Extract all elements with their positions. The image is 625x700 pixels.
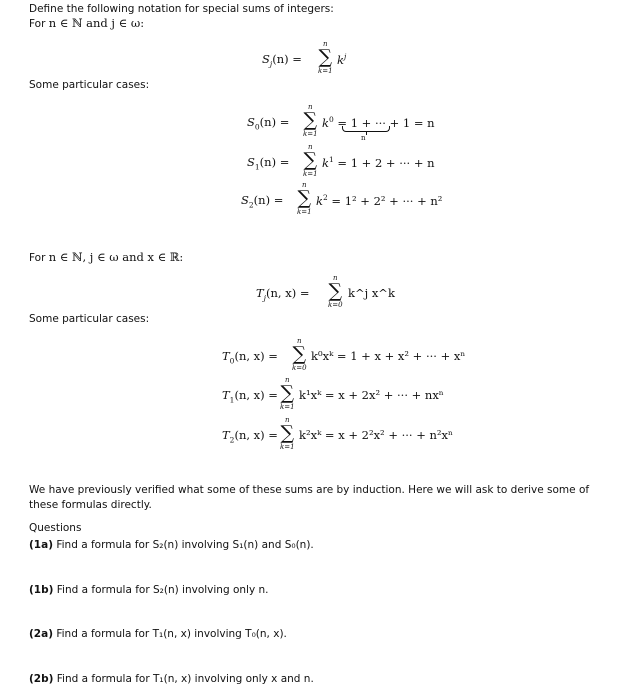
- tj-argument: (n, x) =: [266, 286, 310, 300]
- t1-upper-limit: n: [285, 376, 290, 384]
- t2-summand: k²xᵏ: [299, 428, 322, 442]
- s1-upper-limit: n: [308, 143, 313, 151]
- s2-rhs: [316, 193, 442, 208]
- s0-summation: n ∑ k=1: [303, 103, 318, 138]
- sj-definition-lhs: [262, 52, 302, 68]
- intro-line-2-condition: n ∈ ℕ and j ∈ ω:: [48, 16, 145, 30]
- s2-summand-base: k: [316, 193, 323, 208]
- intro-line-1: Define the following notation for special sums of integers:: [29, 3, 334, 15]
- t2-upper-limit: n: [285, 416, 290, 424]
- tj-upper-limit: n: [333, 274, 338, 282]
- sj-summand-base: k: [337, 52, 344, 67]
- s0-expansion: = 1 + ··· + 1 = n: [337, 115, 435, 130]
- cases-label-1: Some particular cases:: [29, 79, 150, 91]
- s1-subscript: 1: [254, 162, 260, 172]
- tj-summand: k^j x^k: [348, 286, 395, 300]
- s1-summand-exponent: 1: [328, 155, 334, 164]
- tj-definition-lhs: [256, 286, 309, 302]
- sj-subscript: j: [269, 59, 273, 69]
- t2-lower-limit: k=1: [280, 443, 295, 451]
- s0-lhs: [247, 115, 289, 131]
- s2-symbol: S: [241, 193, 249, 207]
- s0-upper-limit: n: [308, 103, 313, 111]
- intro-2-condition: n ∈ ℕ, j ∈ ω and x ∈ ℝ:: [48, 250, 184, 264]
- s2-expansion: = 1² + 2² + ··· + n²: [331, 193, 443, 208]
- t0-lhs: [222, 349, 278, 365]
- s0-brace-label: n: [361, 134, 366, 142]
- s0-symbol: S: [247, 115, 255, 129]
- t1-expansion: = x + 2x² + ··· + nxⁿ: [324, 388, 444, 402]
- sj-summation: n ∑ k=1: [318, 40, 333, 75]
- question-2a-number: (2a): [29, 628, 53, 640]
- question-2a: [29, 628, 287, 640]
- question-2b-text: Find a formula for T₁(n, x) involving only x and n.: [56, 673, 314, 685]
- s1-argument: (n) =: [259, 155, 290, 169]
- sj-lower-limit: k=1: [318, 67, 333, 75]
- t2-symbol: T: [222, 428, 230, 442]
- t1-lhs: [222, 388, 278, 404]
- t1-rhs: [299, 388, 444, 402]
- t2-subscript: 2: [229, 435, 235, 445]
- sj-argument: (n) =: [272, 52, 302, 66]
- tj-summation: n ∑ k=0: [328, 274, 343, 309]
- sj-summand-exponent: j: [343, 52, 347, 61]
- question-1a: [29, 539, 314, 551]
- t0-symbol: T: [222, 349, 230, 363]
- s0-summand-exponent: 0: [328, 115, 334, 124]
- s2-lower-limit: k=1: [297, 208, 312, 216]
- t0-upper-limit: n: [297, 337, 302, 345]
- t2-lhs: [222, 428, 278, 444]
- s1-expansion: = 1 + 2 + ··· + n: [337, 155, 435, 170]
- t0-lower-limit: k=0: [292, 364, 307, 372]
- question-2b-number: (2b): [29, 673, 54, 685]
- question-1b-text: Find a formula for S₂(n) involving only n.: [56, 584, 269, 596]
- t1-symbol: T: [222, 388, 230, 402]
- s0-summand-base: k: [322, 115, 329, 130]
- sj-symbol: S: [262, 52, 270, 66]
- s1-rhs: [322, 155, 435, 170]
- question-1a-number: (1a): [29, 539, 53, 551]
- question-2b: [29, 673, 314, 685]
- cases-label-2: Some particular cases:: [29, 313, 150, 325]
- s2-upper-limit: n: [302, 181, 307, 189]
- t2-rhs: [299, 428, 453, 442]
- intro-line-2: [29, 16, 144, 30]
- s1-symbol: S: [247, 155, 255, 169]
- question-1b: [29, 584, 269, 596]
- t0-expansion: = 1 + x + x² + ··· + xⁿ: [336, 349, 466, 363]
- tj-subscript: j: [263, 293, 266, 303]
- s0-lower-limit: k=1: [303, 130, 318, 138]
- t0-subscript: 0: [229, 356, 235, 366]
- question-1b-number: (1b): [29, 584, 54, 596]
- t1-summation: n ∑ k=1: [280, 376, 295, 411]
- s1-summation: n ∑ k=1: [303, 143, 318, 178]
- s1-lhs: [247, 155, 289, 171]
- t2-expansion: = x + 2²x² + ··· + n²xⁿ: [324, 428, 454, 442]
- s2-summand-exponent: 2: [322, 193, 328, 202]
- s2-lhs: [241, 193, 283, 209]
- s1-summand-base: k: [322, 155, 329, 170]
- note-paragraph: We have previously verified what some of these sums are by induction. Here we will ask to derive some of these formulas directly.: [29, 484, 590, 511]
- s2-subscript: 2: [248, 200, 254, 210]
- question-1a-text: Find a formula for S₂(n) involving S₁(n) and S₀(n).: [56, 539, 314, 551]
- s1-lower-limit: k=1: [303, 170, 318, 178]
- tj-symbol: T: [256, 286, 264, 300]
- t1-summand: k¹xᵏ: [299, 388, 322, 402]
- t2-argument: (n, x) =: [234, 428, 278, 442]
- s0-underbrace: [342, 126, 390, 132]
- sj-summand: [337, 52, 346, 67]
- s0-subscript: 0: [254, 122, 260, 132]
- intro-2: [29, 250, 183, 264]
- s2-summation: n ∑ k=1: [297, 181, 312, 216]
- intro-line-2-prefix: For: [29, 18, 46, 30]
- t2-summation: n ∑ k=1: [280, 416, 295, 451]
- question-2a-text: Find a formula for T₁(n, x) involving T₀(n, x).: [56, 628, 287, 640]
- t1-subscript: 1: [229, 395, 235, 405]
- t0-rhs: [311, 349, 465, 363]
- s0-argument: (n) =: [259, 115, 290, 129]
- t1-argument: (n, x) =: [234, 388, 278, 402]
- t0-summation: n ∑ k=0: [292, 337, 307, 372]
- sj-upper-limit: n: [323, 40, 328, 48]
- t0-summand: k⁰xᵏ: [311, 349, 334, 363]
- intro-2-prefix: For: [29, 252, 46, 264]
- tj-lower-limit: k=0: [328, 301, 343, 309]
- questions-heading: Questions: [29, 522, 82, 534]
- t1-lower-limit: k=1: [280, 403, 295, 411]
- s2-argument: (n) =: [253, 193, 284, 207]
- t0-argument: (n, x) =: [234, 349, 278, 363]
